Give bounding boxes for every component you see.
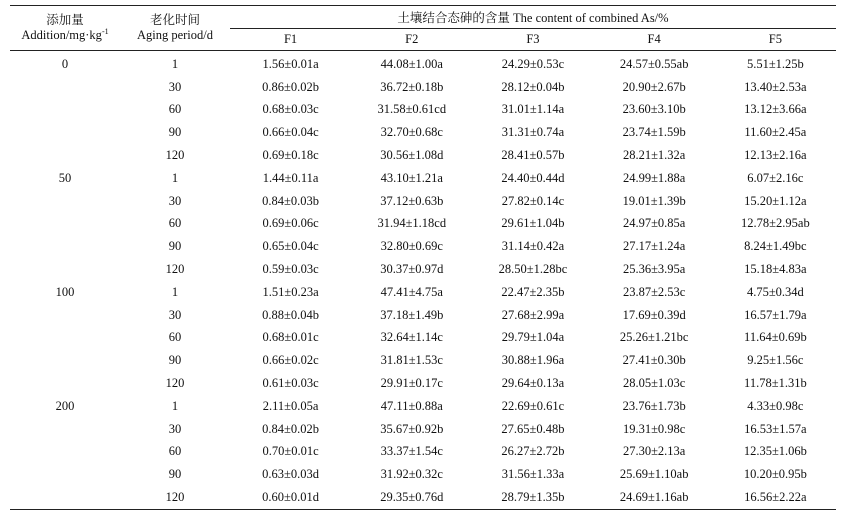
fraction-f4-cell: 24.99±1.88a [622, 170, 686, 185]
fraction-f3-cell: 27.65±0.48b [501, 421, 565, 436]
fraction-f1-cell: 0.88±0.04b [262, 307, 320, 322]
fraction-f2-cell: 30.56±1.08d [380, 148, 444, 163]
fraction-f3-cell: 29.61±1.04b [501, 216, 565, 231]
fraction-f5-cell: 15.20±1.12a [744, 193, 807, 208]
header-aging-cn: 老化时间 [149, 13, 200, 27]
aging-cell: 1 [171, 56, 179, 71]
addition-cell [10, 418, 120, 441]
addition-cell [10, 327, 120, 350]
fraction-f1-cell: 0.61±0.03c [262, 376, 319, 391]
table-row [10, 167, 836, 190]
aging-cell: 60 [168, 330, 182, 345]
fraction-f2-cell: 35.67±0.92b [380, 421, 444, 436]
fraction-f4-cell: 25.36±3.95a [622, 262, 686, 277]
fraction-f1-cell: 0.84±0.02b [262, 421, 320, 436]
aging-cell: 120 [165, 262, 185, 277]
fraction-f1-cell: 0.69±0.06c [262, 216, 319, 231]
fraction-f3-cell: 26.27±2.72b [501, 444, 565, 459]
table-row [10, 395, 836, 418]
header-aging [120, 6, 230, 51]
fraction-f4-cell: 23.76±1.73b [622, 398, 686, 413]
fraction-f5-cell: 11.78±1.31b [744, 376, 807, 391]
fraction-f2-cell: 33.37±1.54c [380, 444, 443, 459]
addition-cell [10, 76, 120, 99]
table-body [10, 51, 836, 510]
fraction-f2-cell: 36.72±0.18b [380, 79, 444, 94]
fraction-f3-cell: 22.47±2.35b [501, 284, 565, 299]
addition-cell: 200 [55, 398, 75, 413]
fraction-f2-cell: 29.91±0.17c [380, 376, 443, 391]
fraction-f4-cell: 17.69±0.39d [622, 307, 686, 322]
fraction-f5-cell: 15.18±4.83a [744, 262, 807, 277]
fraction-f5-cell: 16.57±1.79a [744, 307, 807, 322]
fraction-f5-cell: 6.07±2.16c [747, 170, 804, 185]
addition-cell [10, 235, 120, 258]
fraction-f2-cell: 47.41±4.75a [380, 284, 443, 299]
addition-cell [10, 304, 120, 327]
header-fraction-f4: F4 [594, 29, 715, 51]
fraction-f1-cell: 0.60±0.01d [230, 486, 351, 509]
fraction-f1-cell: 0.70±0.01c [262, 444, 319, 459]
addition-cell: 50 [58, 170, 72, 185]
fraction-f1-cell: 1.44±0.11a [262, 170, 319, 185]
addition-cell [10, 463, 120, 486]
fraction-f5-cell: 10.20±0.95b [743, 467, 807, 482]
table-row [10, 258, 836, 281]
table-row [10, 327, 836, 350]
fraction-f4-cell: 24.97±0.85a [622, 216, 686, 231]
fraction-f1-cell: 0.63±0.03d [262, 467, 320, 482]
aging-cell: 60 [168, 444, 182, 459]
fraction-f1-cell: 0.86±0.02b [262, 79, 320, 94]
fraction-f4-cell: 19.01±1.39b [622, 193, 686, 208]
fraction-f5-cell: 12.35±1.06b [743, 444, 807, 459]
fraction-f5-cell: 12.13±2.16a [744, 148, 807, 163]
fraction-f3-cell: 28.12±0.04b [501, 79, 565, 94]
fraction-f2-cell: 29.35±0.76d [351, 486, 472, 509]
fraction-f1-cell: 0.69±0.18c [262, 148, 319, 163]
header-addition-cn: 添加量 [46, 13, 84, 27]
fraction-f2-cell: 37.12±0.63b [380, 193, 444, 208]
fraction-f1-cell: 1.51±0.23a [262, 284, 319, 299]
aging-cell: 30 [168, 307, 182, 322]
fraction-f4-cell: 23.87±2.53c [622, 284, 686, 299]
data-table-container [10, 5, 836, 510]
addition-cell [10, 121, 120, 144]
fraction-f1-cell: 0.66±0.02c [262, 353, 319, 368]
fraction-f5-cell: 9.25±1.56c [747, 353, 804, 368]
fraction-f3-cell: 28.79±1.35b [472, 486, 593, 509]
header-addition-en [10, 28, 120, 43]
fraction-f1-cell: 1.56±0.01a [262, 56, 319, 71]
header-fraction-f5: F5 [715, 29, 836, 51]
aging-cell: 120 [120, 486, 230, 509]
addition-cell [10, 486, 120, 509]
fraction-f1-cell: 0.84±0.03b [262, 193, 320, 208]
aging-cell: 60 [168, 216, 182, 231]
table-row [10, 51, 836, 76]
header-fraction-f3: F3 [472, 29, 593, 51]
fraction-f5-cell: 4.75±0.34d [746, 284, 804, 299]
aging-cell: 60 [168, 102, 182, 117]
fraction-f1-cell: 0.66±0.04c [262, 125, 319, 140]
fraction-f4-cell: 25.69±1.10ab [619, 467, 689, 482]
table-row [10, 144, 836, 167]
table-row [10, 349, 836, 372]
fraction-f5-cell: 11.64±0.69b [744, 330, 807, 345]
addition-cell [10, 372, 120, 395]
addition-cell [10, 99, 120, 122]
fraction-f3-cell: 31.31±0.74a [501, 125, 565, 140]
header-aging-en: Aging period/d [136, 28, 214, 42]
aging-cell: 1 [171, 170, 179, 185]
fraction-f3-cell: 29.64±0.13a [501, 376, 565, 391]
fraction-f2-cell: 43.10±1.21a [380, 170, 443, 185]
addition-cell [10, 190, 120, 213]
fraction-f1-cell: 0.68±0.01c [262, 330, 319, 345]
table-row [10, 463, 836, 486]
table-row [10, 121, 836, 144]
fraction-f2-cell: 31.81±1.53c [380, 353, 443, 368]
fraction-f5-cell: 16.56±2.22a [715, 486, 836, 509]
fraction-f1-cell: 0.65±0.04c [262, 239, 319, 254]
fraction-f4-cell: 27.17±1.24a [622, 239, 686, 254]
fraction-f4-cell: 24.69±1.16ab [594, 486, 715, 509]
header-addition-en-text: Addition/mg·kg [21, 28, 102, 42]
aging-cell: 90 [168, 467, 182, 482]
table-row [10, 281, 836, 304]
fraction-f5-cell: 5.51±1.25b [746, 56, 804, 71]
table-row [10, 99, 836, 122]
aging-cell: 30 [168, 79, 182, 94]
table-row [10, 304, 836, 327]
fraction-f2-cell: 44.08±1.00a [380, 56, 443, 71]
fraction-f4-cell: 25.26±1.21bc [619, 330, 689, 345]
aging-cell: 1 [171, 284, 179, 299]
combined-as-table [10, 5, 836, 510]
fraction-f2-cell: 30.37±0.97d [380, 262, 444, 277]
addition-cell [10, 258, 120, 281]
fraction-f2-cell: 47.11±0.88a [380, 398, 443, 413]
table-row [10, 190, 836, 213]
fraction-f3-cell: 22.69±0.61c [501, 398, 565, 413]
fraction-f5-cell: 13.40±2.53a [744, 79, 807, 94]
table-row [10, 441, 836, 464]
aging-cell: 120 [165, 148, 185, 163]
fraction-f5-cell: 12.78±2.95ab [741, 216, 810, 231]
table-row [10, 372, 836, 395]
header-group-title: 土壤结合态砷的含量 The content of combined As/% [230, 6, 836, 29]
fraction-f3-cell: 31.01±1.14a [501, 102, 565, 117]
fraction-f1-cell: 0.68±0.03c [262, 102, 319, 117]
fraction-f1-cell: 2.11±0.05a [262, 398, 319, 413]
fraction-f4-cell: 27.41±0.30b [622, 353, 686, 368]
aging-cell: 90 [168, 125, 182, 140]
addition-cell [10, 213, 120, 236]
fraction-f3-cell: 28.50±1.28bc [498, 262, 568, 277]
fraction-f4-cell: 20.90±2.67b [622, 79, 686, 94]
aging-cell: 30 [168, 193, 182, 208]
addition-cell: 0 [61, 56, 69, 71]
fraction-f3-cell: 27.68±2.99a [501, 307, 565, 322]
fraction-f4-cell: 23.60±3.10b [622, 102, 686, 117]
addition-cell [10, 144, 120, 167]
fraction-f3-cell: 28.41±0.57b [501, 148, 565, 163]
header-addition-unit-exponent: -1 [101, 26, 109, 36]
header-addition [10, 6, 120, 51]
fraction-f5-cell: 16.53±1.57a [744, 421, 807, 436]
aging-cell: 30 [168, 421, 182, 436]
fraction-f5-cell: 13.12±3.66a [744, 102, 807, 117]
fraction-f4-cell: 24.57±0.55ab [619, 56, 689, 71]
fraction-f3-cell: 24.40±0.44d [501, 170, 565, 185]
addition-cell: 100 [55, 284, 75, 299]
fraction-f5-cell: 8.24±1.49bc [744, 239, 807, 254]
header-fraction-f2: F2 [351, 29, 472, 51]
fraction-f3-cell: 29.79±1.04a [501, 330, 565, 345]
table-row [10, 235, 836, 258]
fraction-f4-cell: 27.30±2.13a [622, 444, 686, 459]
fraction-f1-cell: 0.59±0.03c [262, 262, 319, 277]
fraction-f5-cell: 11.60±2.45a [744, 125, 807, 140]
header-fraction-f1: F1 [230, 29, 351, 51]
fraction-f2-cell: 31.58±0.61cd [377, 102, 447, 117]
fraction-f2-cell: 31.92±0.32c [380, 467, 443, 482]
aging-cell: 90 [168, 353, 182, 368]
table-row [10, 418, 836, 441]
aging-cell: 1 [171, 398, 179, 413]
fraction-f3-cell: 30.88±1.96a [501, 353, 565, 368]
fraction-f4-cell: 19.31±0.98c [622, 421, 686, 436]
fraction-f4-cell: 23.74±1.59b [622, 125, 686, 140]
addition-cell [10, 349, 120, 372]
aging-cell: 120 [165, 376, 185, 391]
fraction-f5-cell: 4.33±0.98c [747, 398, 804, 413]
fraction-f3-cell: 24.29±0.53c [501, 56, 565, 71]
aging-cell: 90 [168, 239, 182, 254]
fraction-f3-cell: 27.82±0.14c [501, 193, 565, 208]
fraction-f2-cell: 32.64±1.14c [380, 330, 443, 345]
table-row [10, 213, 836, 236]
fraction-f3-cell: 31.56±1.33a [501, 467, 565, 482]
fraction-f2-cell: 31.94±1.18cd [377, 216, 447, 231]
table-row [10, 76, 836, 99]
table-row [10, 486, 836, 509]
addition-cell [10, 441, 120, 464]
fraction-f2-cell: 32.80±0.69c [380, 239, 443, 254]
fraction-f4-cell: 28.05±1.03c [622, 376, 686, 391]
fraction-f2-cell: 37.18±1.49b [380, 307, 444, 322]
fraction-f4-cell: 28.21±1.32a [622, 148, 686, 163]
fraction-f2-cell: 32.70±0.68c [380, 125, 443, 140]
fraction-f3-cell: 31.14±0.42a [501, 239, 565, 254]
